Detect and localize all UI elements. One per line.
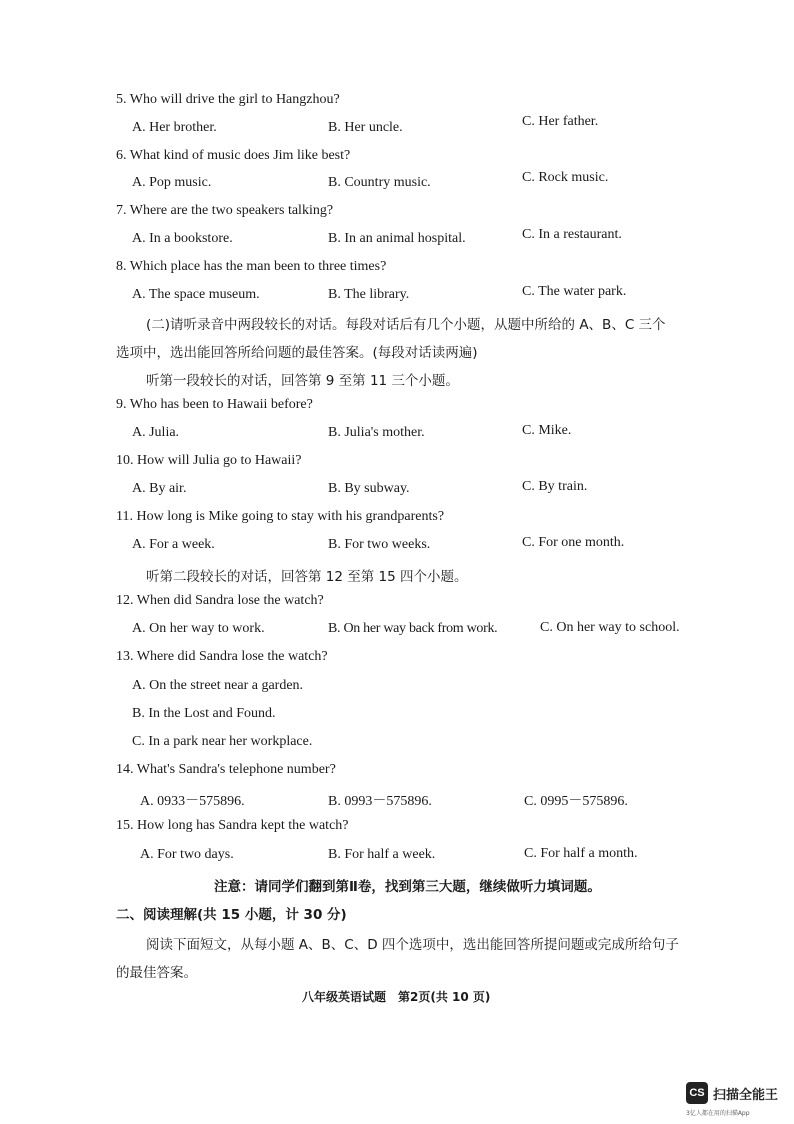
question-13	[116, 649, 328, 665]
option-b: B. Country music.	[328, 175, 431, 190]
option-a: A. 0933－575896.	[140, 794, 245, 809]
option-c: C. In a park near her workplace.	[132, 734, 313, 749]
option-b: B. 0993－575896.	[328, 794, 432, 809]
question-text: Who will drive the girl to Hangzhou?	[129, 92, 340, 107]
section-title-reading: 二、阅读理解(共 15 小题，计 30 分)	[116, 907, 347, 923]
option-c: C. Mike.	[522, 423, 572, 438]
question-number: 9.	[116, 397, 127, 412]
dialog-2-intro: 听第二段较长的对话，回答第 12 至第 15 四个小题。	[146, 569, 468, 585]
option-c: C. Her father.	[522, 114, 599, 129]
option-a: A. The space museum.	[132, 287, 260, 302]
page-footer: 八年级英语试题 第2页(共 10 页)	[302, 990, 491, 1004]
option-b: B. For two weeks.	[328, 537, 431, 552]
section-instructions-line1: (二)请听录音中两段较长的对话。每段对话后有几个小题，从题中所给的 A、B、C 三个	[146, 317, 666, 333]
question-text: What kind of music does Jim like best?	[129, 148, 351, 163]
option-a: A. On the street near a garden.	[132, 678, 304, 693]
question-text: What's Sandra's telephone number?	[136, 762, 336, 777]
question-text: Where are the two speakers talking?	[129, 203, 334, 218]
option-a: A. On her way to work.	[132, 621, 265, 636]
option-c: C. By train.	[522, 479, 588, 494]
option-b: B. Julia's mother.	[328, 425, 425, 440]
question-number: 5.	[116, 92, 127, 107]
question-15	[116, 818, 349, 834]
question-7	[116, 203, 333, 219]
question-11	[116, 509, 444, 525]
question-text: How long has Sandra kept the watch?	[137, 818, 349, 833]
option-c: C. Rock music.	[522, 170, 609, 185]
option-b: B. For half a week.	[328, 847, 436, 862]
option-b: B. In the Lost and Found.	[132, 706, 276, 721]
question-text: Who has been to Hawaii before?	[129, 397, 313, 412]
option-a: A. Pop music.	[132, 175, 212, 190]
section-instructions-line2: 选项中，选出能回答所给问题的最佳答案。(每段对话读两遍)	[116, 345, 478, 361]
option-a: A. By air.	[132, 481, 187, 496]
option-b: B. In an animal hospital.	[328, 231, 466, 246]
question-number: 10.	[116, 453, 134, 468]
option-b: B. By subway.	[328, 481, 410, 496]
dialog-1-intro: 听第一段较长的对话，回答第 9 至第 11 三个小题。	[146, 373, 459, 389]
question-text: Which place has the man been to three times?	[129, 259, 387, 274]
question-number: 6.	[116, 148, 127, 163]
question-text: When did Sandra lose the watch?	[136, 593, 324, 608]
question-9	[116, 397, 313, 413]
option-c: C. For one month.	[522, 535, 625, 550]
option-b: B. Her uncle.	[328, 120, 403, 135]
option-a: A. For a week.	[132, 537, 215, 552]
question-number: 7.	[116, 203, 127, 218]
question-number: 14.	[116, 762, 134, 777]
question-12	[116, 593, 324, 609]
option-b: B. The library.	[328, 287, 410, 302]
option-b: B. On her way back from work.	[328, 621, 498, 636]
notice: 注意：请同学们翻到第Ⅱ卷，找到第三大题，继续做听力填词题。	[214, 879, 601, 895]
question-number: 11.	[116, 509, 133, 524]
scanner-logo	[686, 1082, 794, 1122]
option-c: C. For half a month.	[524, 846, 638, 861]
option-a: A. Julia.	[132, 425, 180, 440]
question-8	[116, 259, 386, 275]
cs-logo-icon: CS	[686, 1082, 708, 1104]
question-number: 15.	[116, 818, 134, 833]
question-5	[116, 92, 340, 108]
option-a: A. Her brother.	[132, 120, 217, 135]
logo-tagline: 3亿人都在用的扫描App	[686, 1110, 750, 1117]
reading-instructions-line1: 阅读下面短文，从每小题 A、B、C、D 四个选项中，选出能回答所提问题或完成所给句子	[146, 937, 679, 953]
reading-instructions-line2: 的最佳答案。	[116, 965, 197, 981]
question-6	[116, 148, 350, 164]
question-text: How will Julia go to Hawaii?	[137, 453, 302, 468]
option-c: C. The water park.	[522, 284, 627, 299]
option-c: C. 0995－575896.	[524, 794, 628, 809]
question-text: Where did Sandra lose the watch?	[136, 649, 328, 664]
question-number: 8.	[116, 259, 127, 274]
option-a: A. In a bookstore.	[132, 231, 233, 246]
option-c: C. In a restaurant.	[522, 227, 622, 242]
logo-name: 扫描全能王	[713, 1088, 779, 1103]
question-14	[116, 762, 336, 778]
question-number: 12.	[116, 593, 134, 608]
option-c: C. On her way to school.	[540, 620, 680, 635]
question-number: 13.	[116, 649, 134, 664]
option-a: A. For two days.	[140, 847, 234, 862]
question-text: How long is Mike going to stay with his grandparents?	[136, 509, 445, 524]
question-10	[116, 453, 301, 469]
